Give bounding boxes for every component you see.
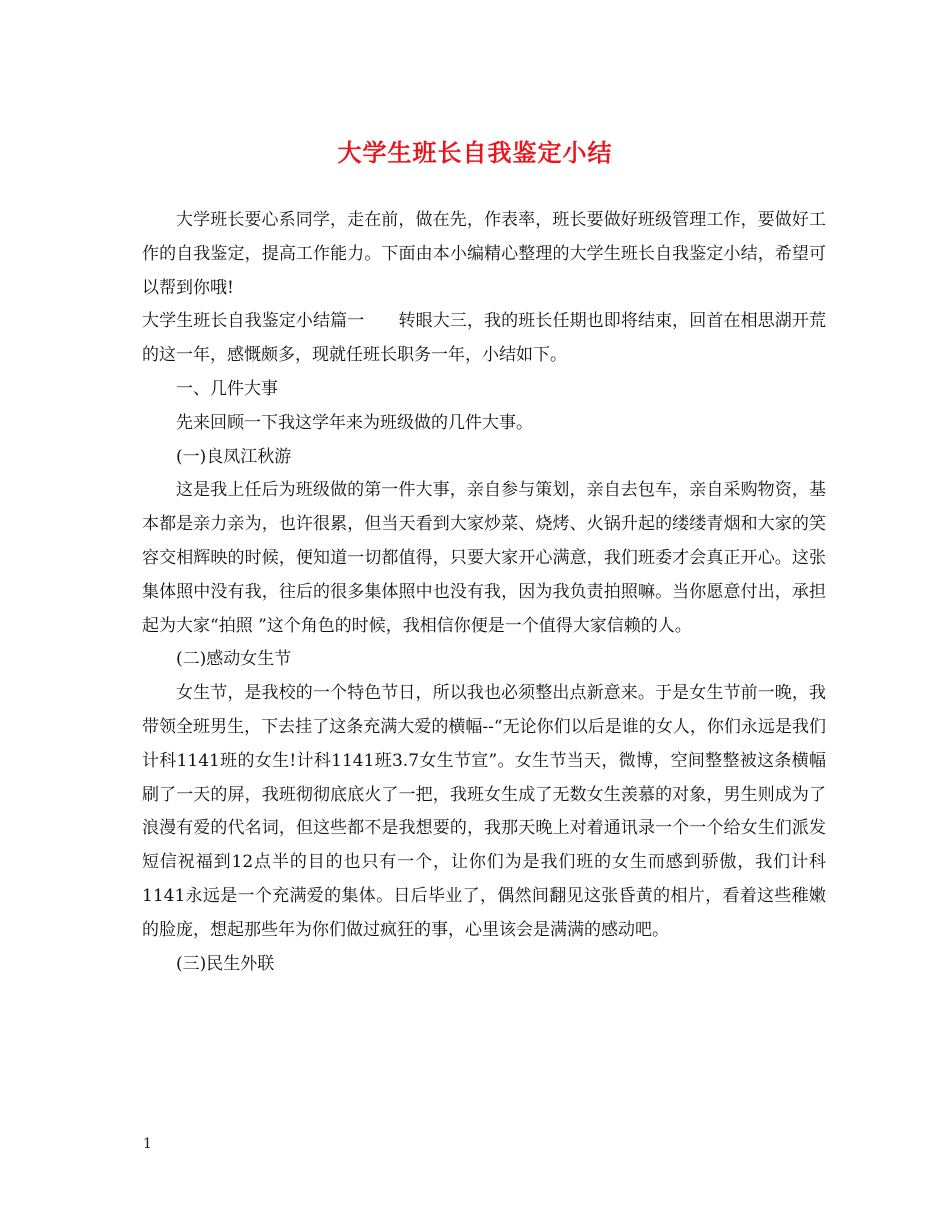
heading-major-events: 一、几件大事 <box>176 378 278 399</box>
paragraph-review: 先来回顾一下我这学年来为班级做的几件大事。 <box>176 412 533 433</box>
subheading-girls-day: (二)感动女生节 <box>176 649 292 670</box>
paragraph-autumn-trip: 这是我上任后为班级做的第一件大事，亲自参与策划，亲自去包车，亲自采购物资，基本都是亲力亲为，也许很累，但当天看到大家炒菜、烧烤、火锅升起的缕缕青烟和大家的笑容交相辉映的时候，便知道一切都值得，只要大家开心满意，我们班委才会真正开心。这张集体照中没有我，往后的很多集体照中也没有我，因为我负责拍照嘛。当你愿意付出，承担起为大家“拍照 ”这个角色的时候，我相信你便是一个值得大家信赖的人。 <box>142 480 826 636</box>
subheading-autumn-trip: (一)良凤江秋游 <box>176 446 292 467</box>
paragraph-girls-day: 女生节，是我校的一个特色节日，所以我也必须整出点新意来。于是女生节前一晚，我带领全班男生，下去挂了这条充满大爱的横幅--“无论你们以后是谁的女人，你们永远是我们计科1141班的女生!计科1141班3.7女生节宣”。女生节当天，微博，空间整整被这条横幅刷了一天的屏，我班彻彻底底火了一把，我班女生成了无数女生羡慕的对象，男生则成为了浪漫有爱的代名词，但这些都不是我想要的，我那天晚上对着通讯录一个一个给女生们派发短信祝福到12点半的目的也只有一个，让你们为是我们班的女生而感到骄傲，我们计科1141永远是一个充满爱的集体。日后毕业了，偶然间翻见这张昏黄的相片，看着这些稚嫩的脸庞，想起那些年为你们做过疯狂的事，心里该会是满满的感动吧。 <box>142 683 826 940</box>
document-body <box>142 204 826 981</box>
subheading-outreach: (三)民生外联 <box>176 953 275 974</box>
document-title: 大学生班长自我鉴定小结 <box>337 138 613 167</box>
page-number: 1 <box>143 1136 152 1152</box>
section-heading-paragraph: 大学生班长自我鉴定小结篇一 转眼大三，我的班长任期也即将结束，回首在相思湖开荒的这一年，感慨颇多，现就任班长职务一年，小结如下。 <box>142 311 826 366</box>
intro-paragraph: 大学班长要心系同学，走在前，做在先，作表率，班长要做好班级管理工作，要做好工作的自我鉴定，提高工作能力。下面由本小编精心整理的大学生班长自我鉴定小结，希望可以帮到你哦! <box>142 210 826 298</box>
